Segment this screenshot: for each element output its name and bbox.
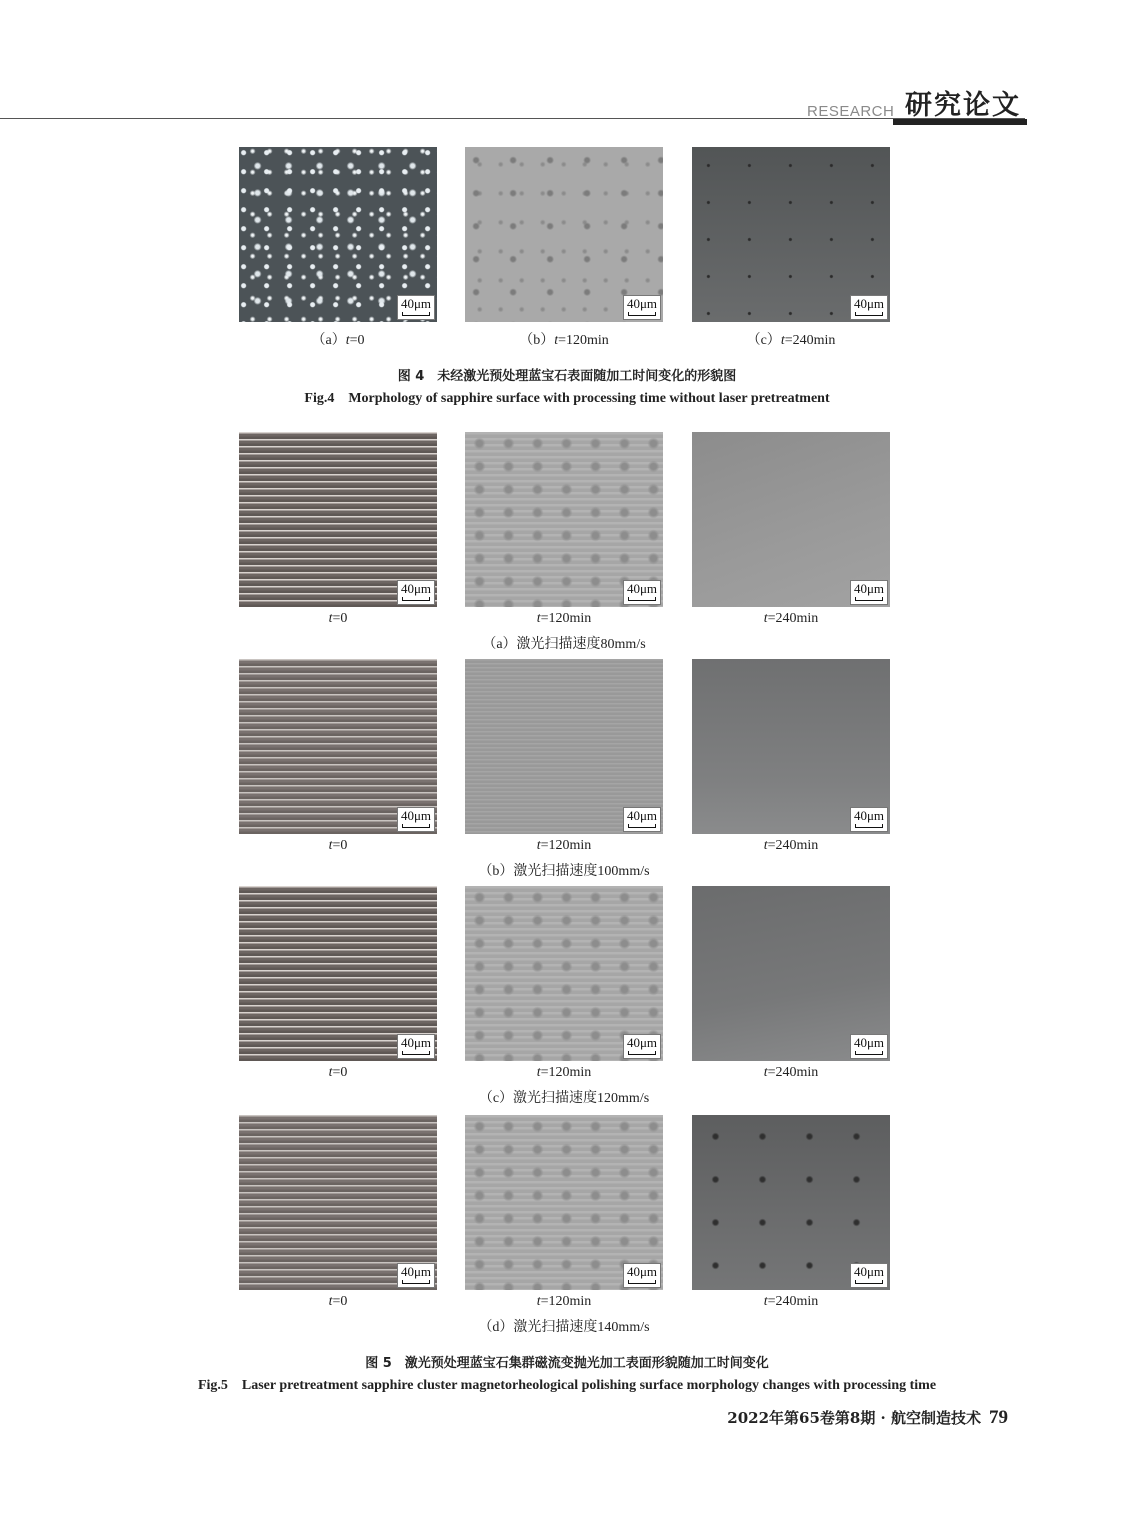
fig4-subcaption-b: （b）t=120min xyxy=(519,333,609,348)
scale-bar: 40μm xyxy=(623,1263,661,1288)
fig5-row-caption-a: （a）激光扫描速度80mm/s xyxy=(482,637,646,652)
scale-bar: 40μm xyxy=(397,1263,435,1288)
fig5-b-image-t240 xyxy=(692,659,890,834)
time-label: t=240min xyxy=(763,838,819,853)
fig5-d-image-t0 xyxy=(239,1115,437,1290)
scale-bar: 40μm xyxy=(850,295,888,320)
journal-info: 2022年第65卷第8期 · 航空制造技术 xyxy=(727,1409,981,1427)
time-label: t=120min xyxy=(536,838,592,853)
time-label: t=240min xyxy=(763,1294,819,1309)
time-label: t=0 xyxy=(328,1294,348,1309)
fig5-d-image-t120 xyxy=(465,1115,663,1290)
fig4-subcaption-c: （c）t=240min xyxy=(746,333,836,348)
fig5-row-caption-c: （c）激光扫描速度120mm/s xyxy=(478,1091,650,1106)
scale-bar: 40μm xyxy=(397,580,435,605)
fig5-c-image-t120 xyxy=(465,886,663,1061)
scale-bar: 40μm xyxy=(850,580,888,605)
fig5-caption-en: Fig.5 Laser pretreatment sapphire cluster magnetorheological polishing surface morphology changes with processing time xyxy=(197,1378,937,1393)
fig5-row-caption-b: （b）激光扫描速度100mm/s xyxy=(478,864,650,879)
time-label: t=120min xyxy=(536,1294,592,1309)
fig5-a-image-t120 xyxy=(465,432,663,607)
time-label: t=120min xyxy=(536,1065,592,1080)
time-label: t=0 xyxy=(328,838,348,853)
scale-bar: 40μm xyxy=(623,1034,661,1059)
fig4-image-c xyxy=(692,147,890,322)
scale-bar: 40μm xyxy=(850,807,888,832)
time-label: t=240min xyxy=(763,611,819,626)
fig5-row-caption-d: （d）激光扫描速度140mm/s xyxy=(478,1320,650,1335)
fig5-b-image-t0 xyxy=(239,659,437,834)
scale-bar: 40μm xyxy=(623,580,661,605)
page-footer xyxy=(727,1407,1008,1429)
page-number: 79 xyxy=(989,1407,1008,1428)
time-label: t=120min xyxy=(536,611,592,626)
fig4-image-a xyxy=(239,147,437,322)
scale-bar: 40μm xyxy=(397,807,435,832)
fig5-c-image-t0 xyxy=(239,886,437,1061)
fig5-caption-cn: 图 5 激光预处理蓝宝石集群磁流变抛光加工表面形貌随加工时间变化 xyxy=(365,1356,769,1371)
section-label-cn: 研究论文 xyxy=(905,90,1021,121)
fig5-b-image-t120 xyxy=(465,659,663,834)
fig5-c-image-t240 xyxy=(692,886,890,1061)
fig5-a-image-t0 xyxy=(239,432,437,607)
scale-bar: 40μm xyxy=(623,807,661,832)
fig4-caption-cn: 图 4 未经激光预处理蓝宝石表面随加工时间变化的形貌图 xyxy=(397,369,737,384)
scale-bar: 40μm xyxy=(623,295,661,320)
fig4-subcaption-a: （a）t=0 xyxy=(311,333,365,348)
scale-bar: 40μm xyxy=(850,1034,888,1059)
fig5-a-image-t240 xyxy=(692,432,890,607)
scale-bar: 40μm xyxy=(850,1263,888,1288)
fig4-image-b xyxy=(465,147,663,322)
fig4-caption-en: Fig.4 Morphology of sapphire surface with processing time without laser pretreatment xyxy=(304,391,830,406)
time-label: t=0 xyxy=(328,611,348,626)
fig5-d-image-t240 xyxy=(692,1115,890,1290)
time-label: t=240min xyxy=(763,1065,819,1080)
scale-bar: 40μm xyxy=(397,1034,435,1059)
section-label-en: RESEARCH xyxy=(807,103,895,120)
scale-bar: 40μm xyxy=(397,295,435,320)
time-label: t=0 xyxy=(328,1065,348,1080)
